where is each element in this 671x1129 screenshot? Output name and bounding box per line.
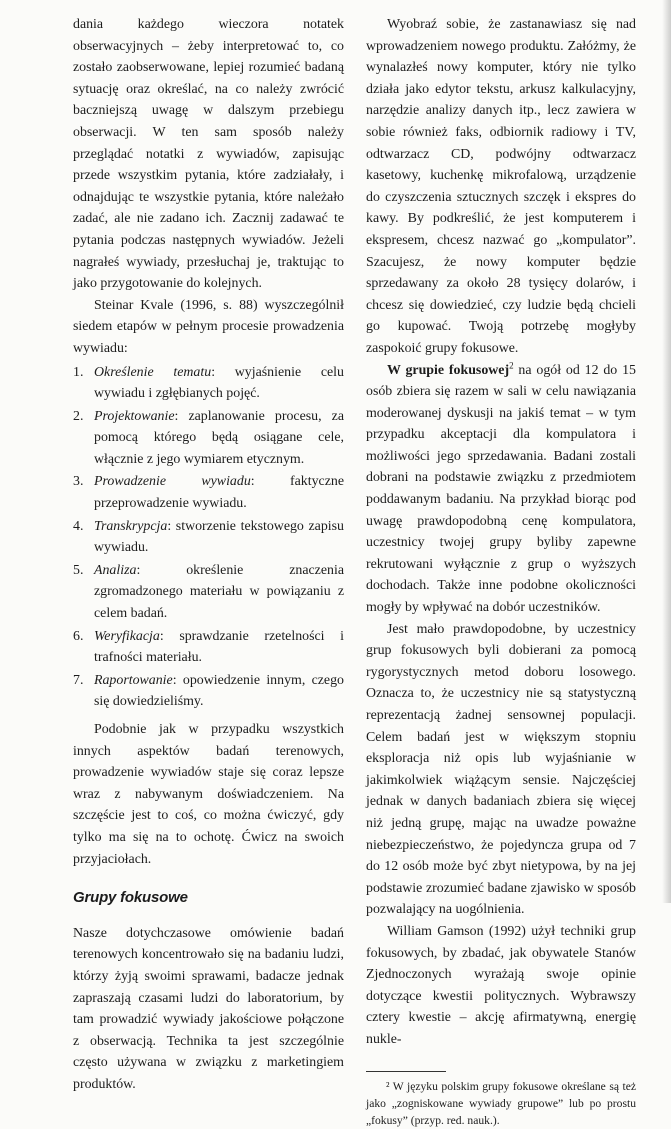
paragraph-notes: dania każdego wieczora notatek obserwacyjnych – żeby interpretować to, co zostało zaobserwowane, lepiej rozumieć badaną sytuację oraz określać, na co należy zwrócić baczniejszą uwagę w dalszym przebiegu obserwacji. W ten sam sposób należy przeglądać notatki z wywiadów, zapisując przede wszystkim pytania, które zadziałały, i odnajdując te wszystkie pytania, które należało zadać, ale nie zadano ich. Zacznij zadawać te pytania podczas następnych wywiadów. Jeżeli nagrałeś wywiady, przesłuchaj je, traktując to jako przygotowanie do kolejnych.	[73, 17, 344, 292]
stage-item	[73, 471, 344, 514]
stage-item	[73, 560, 344, 625]
paragraph-kvale: Steinar Kvale (1996, s. 88) wyszczególnił siedem etapów w pełnym procesie prowadzenia wywiadu:	[73, 297, 344, 356]
paragraph-focus-definition	[366, 360, 636, 619]
stage-term: Transkrypcja	[94, 518, 168, 534]
stage-item	[73, 516, 344, 559]
focus-definition-text: na ogół od 12 do 15 osób zbiera się razem w sali w celu nawiązania moderowanej dyskusji na jakiś temat – w tym przypadku akceptacji dla kompulatora i możliwości jego sprzedawania. Badani zostali dobrani na podstawie związku z przedmiotem poddawanym badaniu. Na przykład biorąc pod uwagę prawdopodobną cenę kompulatora, uczestnicy twojej grupy byliby zapewne rekrutowani wyłącznie z grup o wyższych dochodach. Także inne podobne okoliczności mogły by wpływać na dobór uczestników.	[366, 362, 636, 616]
stage-number: 2.	[73, 408, 84, 424]
stage-description: : wyjaśnienie celu wywiadu i zgłębianych pojęć.	[94, 364, 344, 402]
stage-item	[73, 406, 344, 471]
stage-number: 1.	[73, 364, 84, 380]
focus-group-term: W grupie fokusowej	[387, 362, 510, 378]
stage-number: 3.	[73, 474, 84, 490]
stage-description: : sprawdzanie rzetelności i trafności materiału.	[94, 628, 344, 666]
stage-term: Prowadzenie wywiadu	[94, 474, 251, 490]
stage-term: Weryfikacja	[94, 628, 160, 644]
stage-description: : opowiedzenie innym, czego się dowiedzieliśmy.	[94, 672, 344, 710]
stage-item	[73, 362, 344, 405]
paragraph-focus-intro: Nasze dotychczasowe omówienie badań terenowych koncentrowało się na badaniu ludzi, którzy żyją swoimi sprawami, badacze jednak zapraszają czasami ludzi do laboratorium, by tam prowadzić wywiady jakościowe połączone z obserwacją. Technika ta jest szczególnie często używana w związku z marketingiem produktów.	[73, 925, 344, 1092]
left-column	[73, 14, 344, 1096]
footnote: ² W języku polskim grupy fokusowe określane są też jako „zogniskowane wywiady grupowe” lub po prostu „fokusy” (przyp. red. nauk.).	[366, 1079, 636, 1127]
section-heading-focus-groups: Grupy fokusowe	[73, 889, 188, 907]
paragraph-new-product: Wyobraź sobie, że zastanawiasz się nad wprowadzeniem nowego produktu. Załóżmy, że wynalazłeś nowy komputer, który nie tylko działa jako edytor tekstu, arkusz kalkulacyjny, narzędzie analizy danych itp., lecz zawiera w sobie również faks, odbiornik radiowy i TV, odtwarzacz CD, podwójny odtwarzacz kasetowy, kuchenkę mikrofalową, urządzenie do czyszczenia sztucznych szczęk i ekspres do kawy. By podkreślić, że jest komputerem i ekspresem, chcesz nazwać go „kompulator”. Szacujesz, że nowy komputer będzie sprzedawany za około 28 tysięcy dolarów, i chcesz się dowiedzieć, czy ludzie będą chcieli go kupować. Twoją potrzebę mogłyby zaspokoić grupy fokusowe.	[366, 17, 636, 356]
stage-item	[73, 626, 344, 669]
stage-number: 4.	[73, 518, 84, 534]
right-column	[366, 14, 636, 1129]
paragraph-gamson: William Gamson (1992) użył techniki grup fokusowych, by zbadać, jak obywatele Stanów Zjednoczonych wyrażają swoje opinie dotyczące kwestii politycznych. Wybrawszy cztery kwestie – akcję afirmatywną, energię nukle-	[366, 923, 636, 1047]
stage-number: 6.	[73, 628, 84, 644]
stage-term: Analiza	[94, 562, 137, 578]
page-edge-shadow	[662, 0, 671, 903]
stage-description: : zaplanowanie procesu, za pomocą którego będą osiągane cele, włącznie z jego wymiarem etycznym.	[94, 408, 344, 467]
footnote-divider	[366, 1071, 446, 1072]
stage-term: Projektowanie	[94, 408, 175, 424]
stage-description: : faktyczne przeprowadzenie wywiadu.	[94, 474, 344, 512]
interview-stages-list	[73, 362, 344, 714]
paragraph-practice: Podobnie jak w przypadku wszystkich innych aspektów badań terenowych, prowadzenie wywiadów staje się coraz lepsze wraz z nabywanym doświadczeniem. Na szczęście jest to coś, co można ćwiczyć, gdy tylko ma się na to ochotę. Ćwicz na swoich przyjaciołach.	[73, 722, 344, 867]
paragraph-sampling: Jest mało prawdopodobne, by uczestnicy grup fokusowych byli dobierani za pomocą rygorystycznych metod doboru losowego. Oznacza to, że uczestnicy nie są statystyczną reprezentacją żadnej sensownej populacji. Celem badań jest w większym stopniu eksploracja niż opis lub wyjaśnianie w jakimkolwiek wiążącym sensie. Najczęściej jednak w danych badaniach zbiera się więcej niż jedną grupę, mając na uwadze poważne niebezpieczeństwo, że pojedyncza grupa od 7 do 12 osób może być zbyt nietypowa, by na jej podstawie zrozumieć badane zjawisko w sposób pozwalający na uogólnienia.	[366, 621, 636, 918]
stage-number: 5.	[73, 562, 84, 578]
stage-term: Raportowanie	[94, 672, 173, 688]
stage-description: : określenie znaczenia zgromadzonego materiału w powiązaniu z celem badań.	[94, 562, 344, 622]
stage-description: : stworzenie tekstowego zapisu wywiadu.	[94, 518, 344, 556]
stage-number: 7.	[73, 672, 84, 688]
stage-term: Określenie tematu	[94, 364, 212, 380]
footnote-marker: 2	[509, 359, 514, 370]
stage-item	[73, 670, 344, 713]
